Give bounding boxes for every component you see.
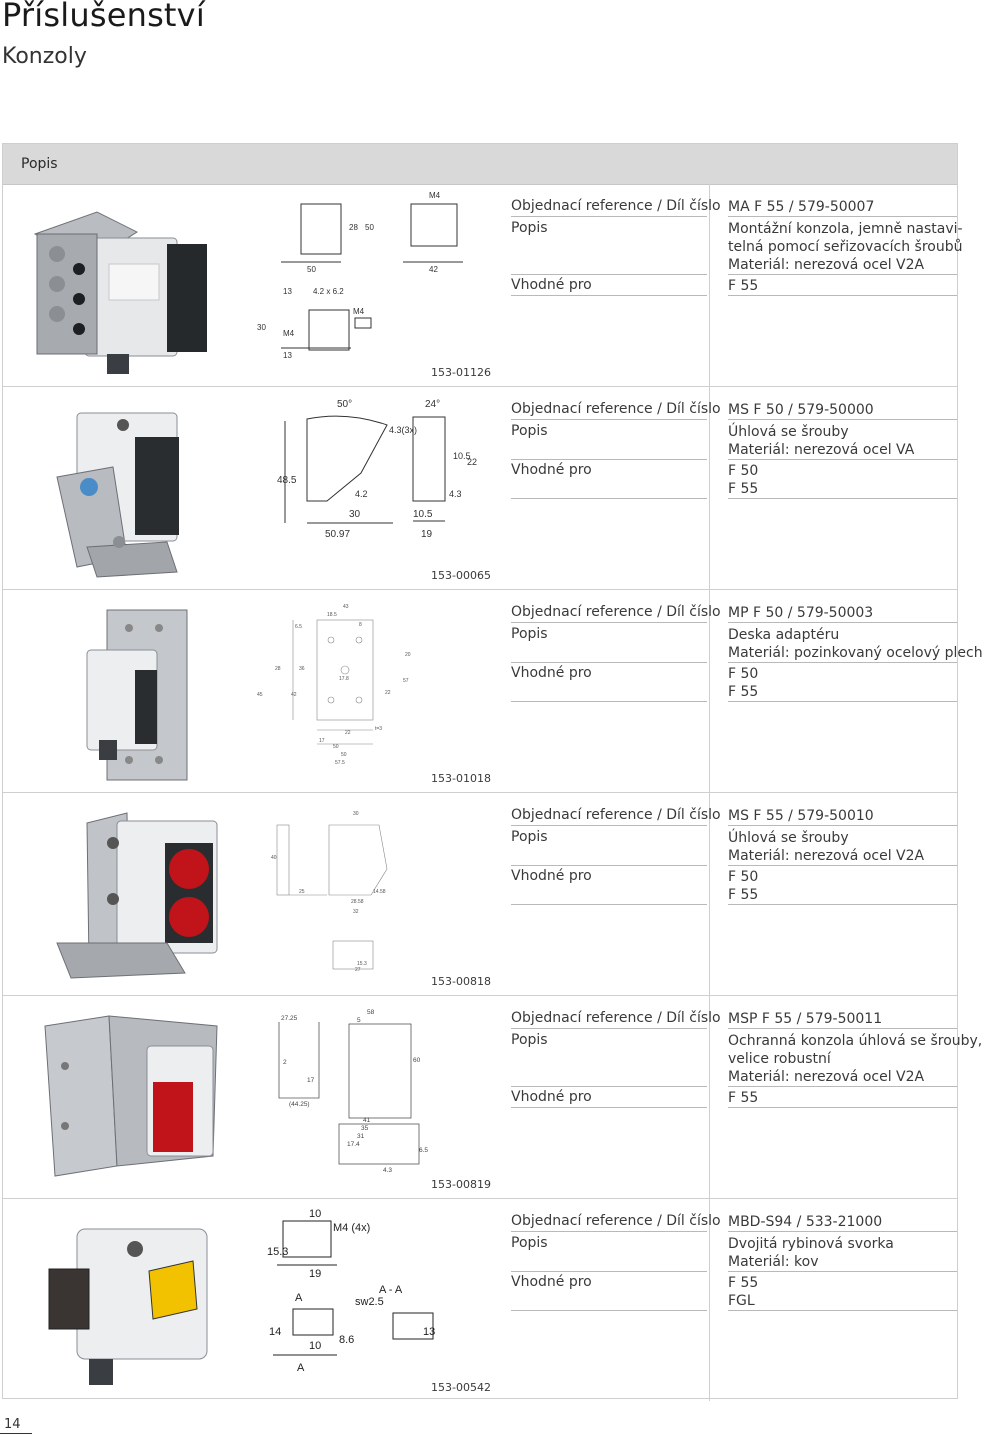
technical-drawing (253, 799, 497, 973)
svg-text:40: 40 (271, 855, 277, 861)
product-row-6: 10 M4 (4x) 15.3 19 A A - A sw2.5 14 10 8.6 13 A 153-00542 Objednací reference / Díl číslo MBD-S94 / 533-21000 Popis Dvojitá rybinová svorka Materiál: kov Vhodné pro F 55 FGL (3, 1199, 957, 1402)
svg-text:10.5: 10.5 (413, 509, 433, 520)
svg-text:19: 19 (421, 529, 433, 540)
technical-drawing (253, 190, 497, 360)
table-header: Popis (3, 144, 957, 185)
svg-text:6.5: 6.5 (295, 624, 302, 630)
svg-text:22: 22 (385, 690, 391, 696)
svg-text:28.58: 28.58 (351, 899, 364, 905)
technical-drawing (253, 393, 497, 563)
svg-text:10: 10 (309, 1208, 322, 1220)
svg-text:M4: M4 (283, 329, 295, 338)
svg-text:13: 13 (423, 1326, 436, 1338)
svg-text:A: A (295, 1292, 303, 1304)
part-number: 153-00065 (431, 569, 491, 582)
svg-text:6.5: 6.5 (419, 1147, 429, 1154)
svg-text:43: 43 (343, 604, 349, 610)
svg-text:50°: 50° (337, 399, 353, 410)
svg-text:42: 42 (429, 265, 438, 274)
svg-text:20: 20 (405, 652, 411, 658)
svg-text:sw2.5: sw2.5 (355, 1296, 384, 1308)
svg-text:10.5: 10.5 (453, 451, 471, 461)
svg-text:30: 30 (257, 323, 266, 332)
svg-text:17: 17 (319, 738, 325, 744)
part-number: 153-01126 (431, 366, 491, 379)
svg-text:58: 58 (367, 1009, 375, 1016)
svg-text:M4: M4 (429, 191, 441, 200)
svg-text:A: A (297, 1362, 305, 1374)
page-title: Příslušenství (2, 0, 205, 34)
product-photo (17, 803, 245, 988)
svg-text:5: 5 (357, 1017, 361, 1024)
technical-drawing (253, 596, 497, 766)
svg-text:8.6: 8.6 (339, 1334, 355, 1346)
svg-text:57: 57 (403, 678, 409, 684)
svg-text:50: 50 (365, 223, 374, 232)
product-row-4: 30 40 25 14.58 28.58 32 15.3 27 153-00818 Objednací reference / Díl číslo MS F 55 / 579-50010 Popis Úhlová se šrouby Materiál: nerezová ocel V2A Vhodné pro F 50 F 55 (3, 793, 957, 996)
svg-text:17.4: 17.4 (347, 1141, 360, 1148)
order-ref: MS F 55 / 579-50010 (728, 808, 874, 824)
svg-text:13: 13 (283, 351, 292, 360)
svg-text:27: 27 (355, 967, 361, 973)
product-photo (17, 194, 245, 379)
svg-text:M4: M4 (353, 307, 365, 316)
svg-text:19: 19 (309, 1268, 322, 1280)
order-ref: MSP F 55 / 579-50011 (728, 1011, 883, 1027)
page-number: 14 (4, 1417, 21, 1432)
svg-text:10: 10 (309, 1340, 322, 1352)
part-number: 153-01018 (431, 772, 491, 785)
svg-text:4.3(3x): 4.3(3x) (389, 425, 418, 435)
svg-text:15.3: 15.3 (267, 1246, 289, 1258)
svg-text:30: 30 (349, 509, 361, 520)
svg-text:45: 45 (257, 692, 263, 698)
svg-text:18.5: 18.5 (327, 612, 337, 618)
svg-text:50: 50 (341, 752, 347, 758)
svg-text:14.58: 14.58 (373, 889, 386, 895)
svg-text:4.3: 4.3 (383, 1167, 393, 1174)
svg-text:28: 28 (349, 223, 358, 232)
order-ref: MP F 50 / 579-50003 (728, 605, 874, 621)
svg-text:36: 36 (299, 666, 305, 672)
svg-text:15.3: 15.3 (357, 961, 367, 967)
svg-text:A - A: A - A (379, 1284, 403, 1296)
svg-text:(44.25): (44.25) (289, 1101, 310, 1108)
svg-text:17: 17 (307, 1077, 315, 1084)
svg-text:4.2 x 6.2: 4.2 x 6.2 (313, 287, 344, 296)
svg-text:50: 50 (333, 744, 339, 750)
product-row-3: 43 18.5 6.5 8 28 36 17.8 20 22 57 45 42 22 17 50 50 57.5 t=3 153-01018 Objednací reference / Díl číslo MP F 50 / 579-50003 Popis Deska adaptéru Materiál: pozinkovaný ocelový plech Vhodné pro F 50 F 55 (3, 590, 957, 793)
svg-text:4.2: 4.2 (355, 489, 368, 499)
svg-text:50: 50 (307, 265, 316, 274)
product-photo (17, 1209, 245, 1394)
product-row-2: 50° 24° 4.3(3x) 48.5 4.2 10.5 22 4.3 30 10.5 50.97 19 153-00065 Objednací reference / Díl číslo MS F 50 / 579-50000 Popis Úhlová se šrouby Materiál: nerezová ocel VA Vhodné pro F 50 F 55 (3, 387, 957, 590)
svg-text:22: 22 (467, 457, 478, 467)
part-number: 153-00819 (431, 1178, 491, 1191)
accessories-table (2, 143, 983, 1399)
svg-text:50.97: 50.97 (325, 529, 351, 540)
part-number: 153-00542 (431, 1381, 491, 1394)
svg-text:13: 13 (283, 287, 292, 296)
svg-text:48.5: 48.5 (277, 475, 297, 486)
svg-text:31: 31 (357, 1133, 365, 1140)
order-ref: MBD-S94 / 533-21000 (728, 1214, 883, 1230)
svg-text:4.3: 4.3 (449, 489, 462, 499)
svg-text:28: 28 (275, 666, 281, 672)
svg-text:42: 42 (291, 692, 297, 698)
page-subtitle: Konzoly (2, 44, 87, 69)
product-photo (17, 1006, 245, 1191)
order-ref: MA F 55 / 579-50007 (728, 199, 875, 215)
svg-text:41: 41 (363, 1117, 371, 1124)
svg-text:32: 32 (353, 909, 359, 915)
technical-drawing (253, 1205, 497, 1375)
svg-text:30: 30 (353, 811, 359, 817)
svg-text:t=3: t=3 (375, 726, 383, 732)
product-photo (17, 397, 245, 582)
svg-text:60: 60 (413, 1057, 421, 1064)
technical-drawing (253, 1002, 497, 1172)
svg-text:2: 2 (283, 1059, 287, 1066)
product-photo (17, 600, 245, 785)
svg-text:35: 35 (361, 1125, 369, 1132)
svg-text:25: 25 (299, 889, 305, 895)
part-number: 153-00818 (431, 975, 491, 988)
order-ref: MS F 50 / 579-50000 (728, 402, 874, 418)
product-row-5: 27.25 58 5 2 17 (44.25) 60 41 35 31 17.4 4.3 6.5 153-00819 Objednací reference / Díl číslo MSP F 55 / 579-50011 Popis Ochranná konzola úhlová se šrouby, velice robustní Materiál: nerezová ocel V2A Vhodné pro F 55 (3, 996, 957, 1199)
svg-text:M4 (4x): M4 (4x) (333, 1222, 371, 1234)
svg-text:14: 14 (269, 1326, 282, 1338)
svg-text:22: 22 (345, 730, 351, 736)
svg-text:8: 8 (359, 622, 362, 628)
svg-text:57.5: 57.5 (335, 760, 345, 766)
product-row-1: M4 50 28 50 42 13 4.2 x 6.2 M4 30 M4 13 153-01126 Objednací reference / Díl číslo MA F 55 / 579-50007 Popis Montážní konzola, jemně nastavi- telná pomocí seřizovacích šroubů Materiál: nerezová ocel V2A Vhodné pro F 55 (3, 184, 957, 387)
svg-text:17.8: 17.8 (339, 676, 349, 682)
svg-text:27.25: 27.25 (281, 1015, 298, 1022)
svg-text:24°: 24° (425, 399, 441, 410)
